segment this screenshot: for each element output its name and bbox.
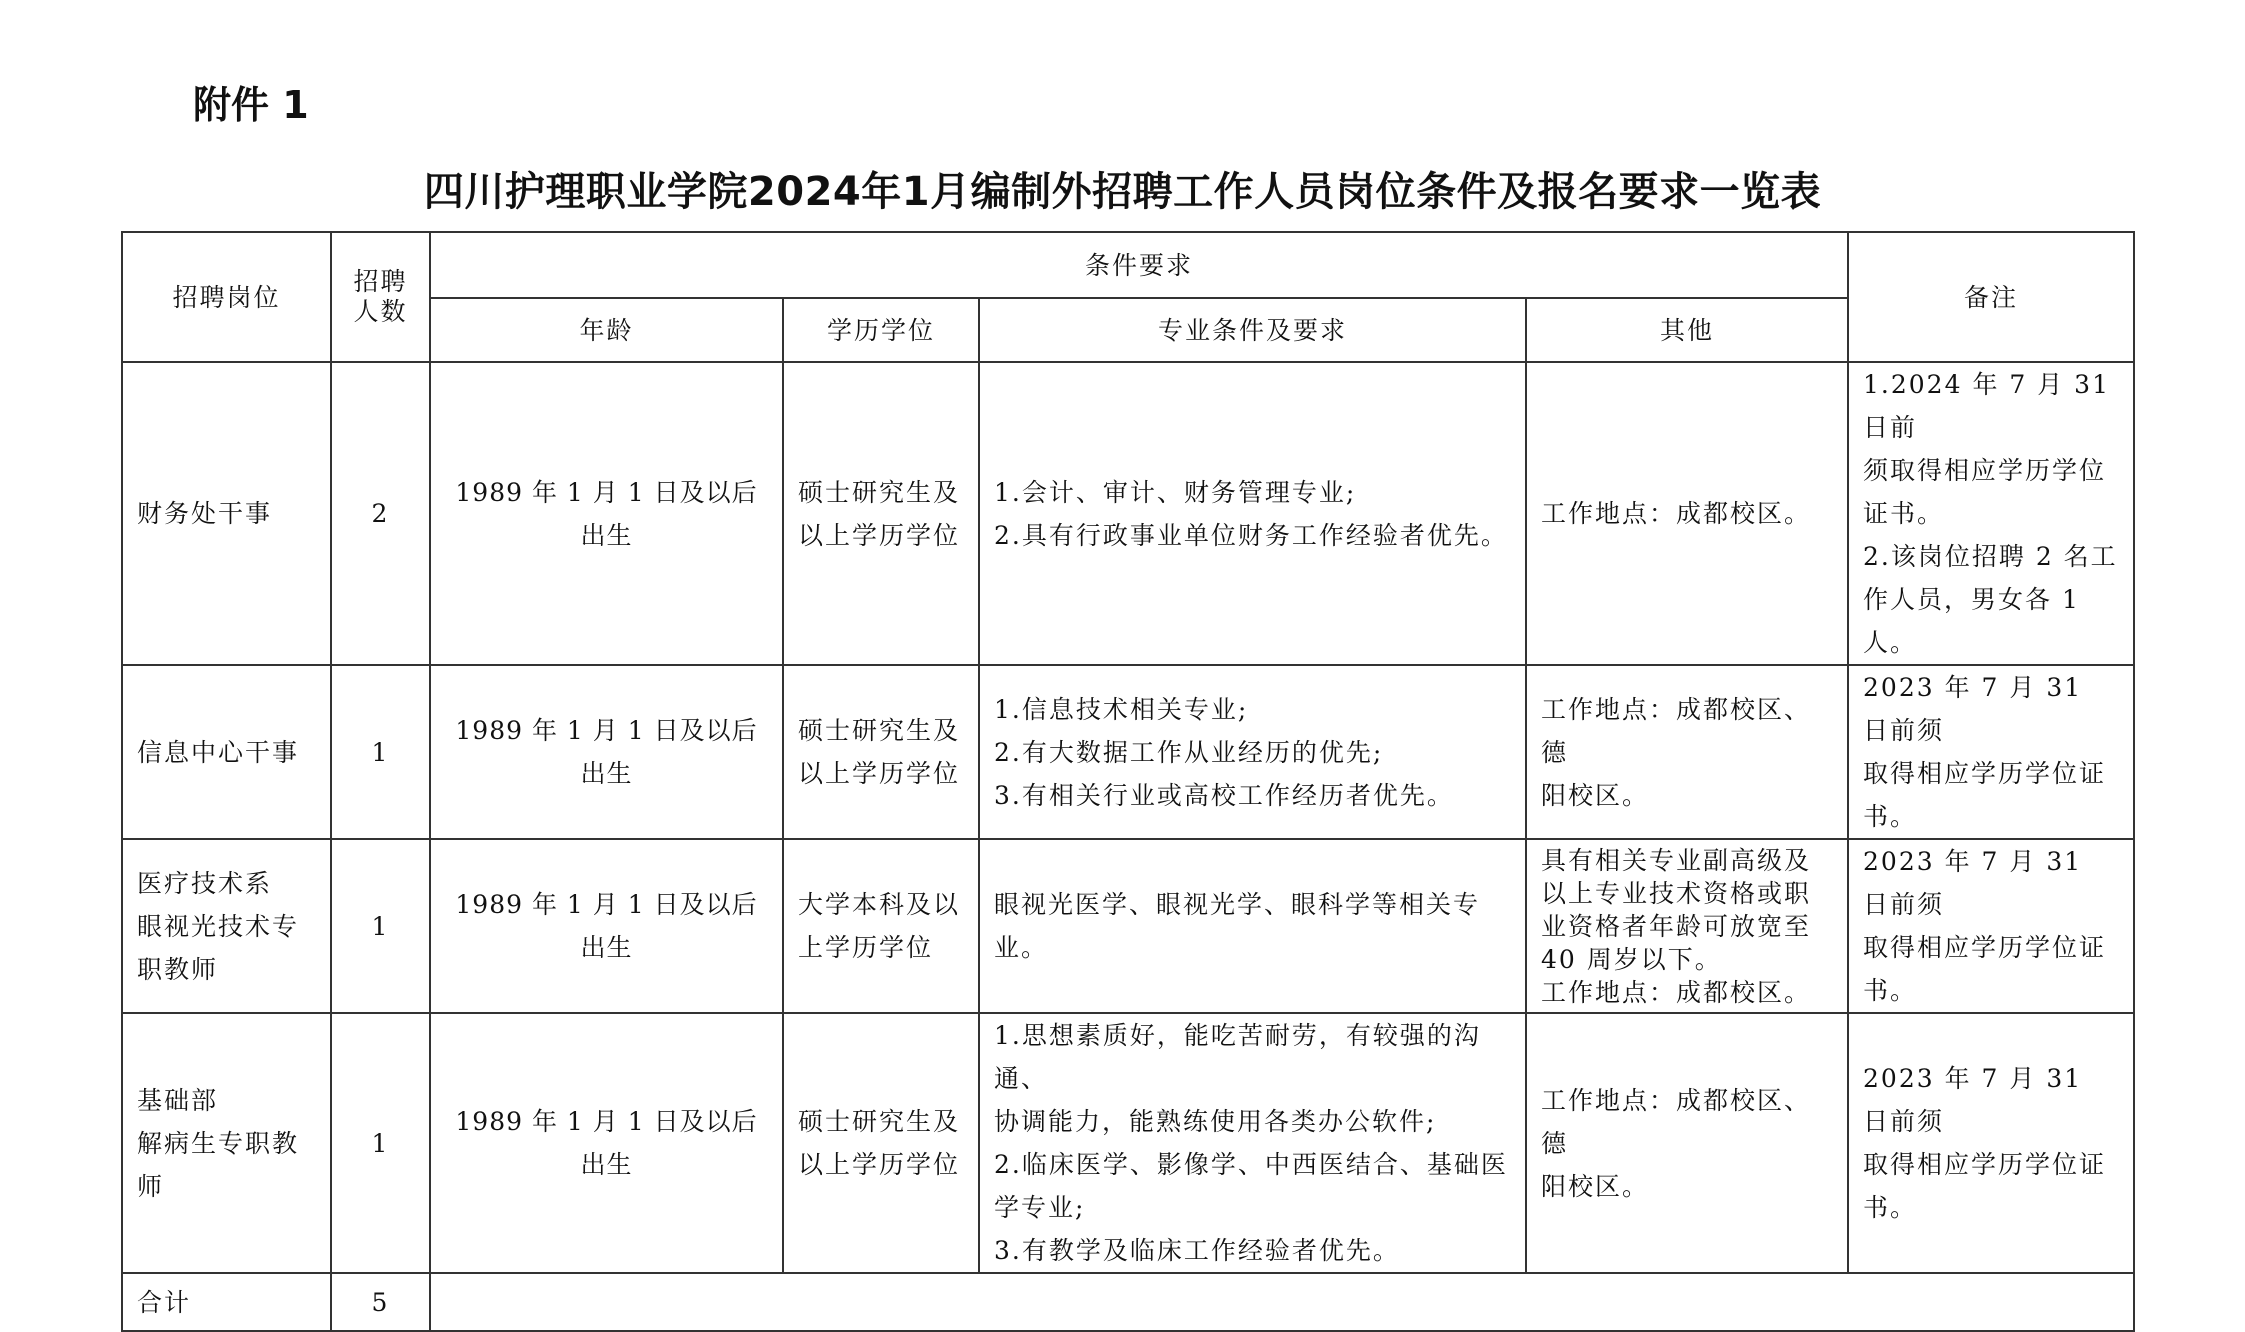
cell-line: 工作地点：成都校区、德 <box>1541 694 1812 767</box>
cell-line: 硕士研究生及 <box>798 716 961 745</box>
cell-line: 2.有大数据工作从业经历的优先; <box>994 737 1384 767</box>
cell-line: 阳校区。 <box>1541 780 1650 810</box>
total-label: 合计 <box>122 1273 331 1331</box>
cell-age: 1989 年 1 月 1 日及以后出生 <box>430 665 783 839</box>
cell-line: 证书。 <box>1863 499 1945 528</box>
table-row <box>122 665 2134 839</box>
recruitment-table <box>121 231 2135 1332</box>
cell-line: 工作地点：成都校区、德 <box>1541 1085 1812 1158</box>
cell-line: 书。 <box>1863 1193 1918 1222</box>
cell-line: 工作地点：成都校区。 <box>1541 499 1812 528</box>
header-row-1 <box>122 232 2134 298</box>
cell-line: 医疗技术系 <box>137 868 273 898</box>
header-education: 学历学位 <box>783 298 979 362</box>
cell-line: 作人员，男女各 1 人。 <box>1863 585 2080 657</box>
cell-line: 2023 年 7 月 31 日前须 <box>1863 1064 2083 1136</box>
cell-line: 以上学历学位 <box>798 520 961 550</box>
cell-line: 书。 <box>1863 802 1918 831</box>
cell-count: 2 <box>331 362 430 665</box>
attachment-label: 附件 1 <box>193 83 309 127</box>
cell-education <box>783 665 979 839</box>
cell-other <box>1526 665 1848 839</box>
cell-line: 硕士研究生及 <box>798 477 961 507</box>
cell-major <box>979 1013 1526 1273</box>
cell-line: 1.会计、审计、财务管理专业; <box>994 477 1357 507</box>
cell-line: 财务处干事 <box>137 499 273 528</box>
header-major: 专业条件及要求 <box>979 298 1526 362</box>
cell-position <box>122 839 331 1013</box>
total-empty <box>430 1273 2134 1331</box>
cell-line: 工作地点：成都校区。 <box>1541 977 1812 1007</box>
cell-line: 2.具有行政事业单位财务工作经验者优先。 <box>994 520 1508 550</box>
cell-major <box>979 839 1526 1013</box>
cell-count: 1 <box>331 1013 430 1273</box>
cell-line: 基础部 <box>137 1085 219 1115</box>
cell-line: 阳校区。 <box>1541 1171 1650 1201</box>
cell-line: 职教师 <box>137 954 219 984</box>
header-other: 其他 <box>1526 298 1848 362</box>
cell-line: 取得相应学历学位证 <box>1863 759 2107 788</box>
cell-age: 1989 年 1 月 1 日及以后出生 <box>430 1013 783 1273</box>
cell-line: 40 周岁以下。 <box>1541 944 1722 974</box>
cell-line: 1.思想素质好，能吃苦耐劳，有较强的沟通、 <box>994 1021 1481 1093</box>
header-conditions: 条件要求 <box>430 232 1848 298</box>
cell-major <box>979 665 1526 839</box>
cell-line: 3.有相关行业或高校工作经历者优先。 <box>994 780 1454 810</box>
header-position: 招聘岗位 <box>122 232 331 362</box>
cell-line: 2.临床医学、影像学、中西医结合、基础医 <box>994 1150 1508 1179</box>
cell-line: 解病生专职教 <box>137 1128 300 1158</box>
cell-remarks <box>1848 1013 2134 1273</box>
cell-line: 眼视光医学、眼视光学、眼科学等相关专业。 <box>994 890 1481 962</box>
cell-line: 2.该岗位招聘 2 名工 <box>1863 542 2118 571</box>
cell-line: 须取得相应学历学位 <box>1863 456 2107 485</box>
total-value: 5 <box>331 1273 430 1331</box>
cell-remarks <box>1848 665 2134 839</box>
header-age: 年龄 <box>430 298 783 362</box>
cell-line: 书。 <box>1863 976 1918 1005</box>
cell-count: 1 <box>331 839 430 1013</box>
cell-line: 取得相应学历学位证 <box>1863 933 2107 962</box>
header-count: 招聘人数 <box>331 232 430 362</box>
cell-line: 信息中心干事 <box>137 737 300 767</box>
cell-position <box>122 1013 331 1273</box>
table-row <box>122 1013 2134 1273</box>
cell-line: 硕士研究生及 <box>798 1107 961 1136</box>
cell-line: 师 <box>137 1171 165 1201</box>
cell-line: 眼视光技术专 <box>137 911 300 941</box>
cell-line: 以上专业技术资格或职 <box>1541 878 1812 908</box>
cell-line: 业资格者年龄可放宽至 <box>1541 911 1812 941</box>
cell-education <box>783 362 979 665</box>
cell-line: 上学历学位 <box>798 933 934 962</box>
cell-position <box>122 665 331 839</box>
cell-other <box>1526 362 1848 665</box>
cell-remarks <box>1848 362 2134 665</box>
cell-line: 以上学历学位 <box>798 759 961 788</box>
header-remarks: 备注 <box>1848 232 2134 362</box>
cell-other <box>1526 839 1848 1013</box>
cell-line: 3.有教学及临床工作经验者优先。 <box>994 1236 1400 1265</box>
page-title: 四川护理职业学院2024年1月编制外招聘工作人员岗位条件及报名要求一览表 <box>423 169 1822 215</box>
table-row <box>122 362 2134 665</box>
cell-other <box>1526 1013 1848 1273</box>
cell-line: 取得相应学历学位证 <box>1863 1150 2107 1179</box>
cell-remarks <box>1848 839 2134 1013</box>
cell-line: 具有相关专业副高级及 <box>1541 845 1812 875</box>
cell-position <box>122 362 331 665</box>
cell-age: 1989 年 1 月 1 日及以后出生 <box>430 362 783 665</box>
cell-line: 2023 年 7 月 31 日前须 <box>1863 673 2083 745</box>
cell-major <box>979 362 1526 665</box>
cell-education <box>783 839 979 1013</box>
cell-count: 1 <box>331 665 430 839</box>
cell-line: 以上学历学位 <box>798 1150 961 1179</box>
cell-line: 2023 年 7 月 31 日前须 <box>1863 847 2083 919</box>
cell-line: 学专业; <box>994 1193 1086 1222</box>
cell-line: 协调能力，能熟练使用各类办公软件; <box>994 1107 1437 1136</box>
cell-age: 1989 年 1 月 1 日及以后出生 <box>430 839 783 1013</box>
cell-line: 大学本科及以 <box>798 890 961 919</box>
cell-education <box>783 1013 979 1273</box>
table-row <box>122 839 2134 1013</box>
cell-line: 1.信息技术相关专业; <box>994 694 1249 724</box>
cell-line: 1.2024 年 7 月 31 日前 <box>1863 370 2110 442</box>
total-row <box>122 1273 2134 1331</box>
